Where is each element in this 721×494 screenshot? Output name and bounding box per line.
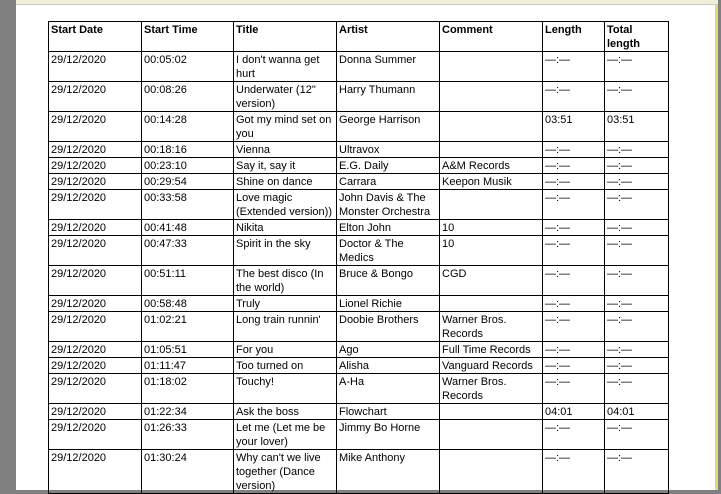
start-time-cell: 00:08:26 [142, 82, 234, 112]
total-length-cell: —:— [605, 342, 669, 358]
comment-cell: Keepon Musik [440, 174, 543, 190]
title-cell: Why can't we live together (Dance version) [234, 450, 337, 494]
comment-cell [440, 404, 543, 420]
start-date-cell: 29/12/2020 [49, 420, 142, 450]
artist-cell: Elton John [337, 220, 440, 236]
comment-cell: A&M Records [440, 158, 543, 174]
title-cell: Touchy! [234, 374, 337, 404]
header-total-length: Total length [605, 22, 669, 52]
table-header-row [49, 22, 669, 52]
start-date-cell: 29/12/2020 [49, 312, 142, 342]
artist-cell: Jimmy Bo Horne [337, 420, 440, 450]
title-cell: Let me (Let me be your lover) [234, 420, 337, 450]
comment-cell [440, 450, 543, 494]
total-length-cell: —:— [605, 236, 669, 266]
artist-cell: Mike Anthony [337, 450, 440, 494]
total-length-cell: —:— [605, 420, 669, 450]
table-row [49, 236, 669, 266]
start-time-cell: 00:29:54 [142, 174, 234, 190]
table-row [49, 312, 669, 342]
start-time-cell: 01:02:21 [142, 312, 234, 342]
title-cell: Love magic (Extended version)) [234, 190, 337, 220]
table-row [49, 220, 669, 236]
total-length-cell: 03:51 [605, 112, 669, 142]
length-cell: —:— [543, 420, 605, 450]
comment-cell [440, 296, 543, 312]
length-cell: —:— [543, 342, 605, 358]
artist-cell: George Harrison [337, 112, 440, 142]
table-row [49, 358, 669, 374]
header-title: Title [234, 22, 337, 52]
total-length-cell: —:— [605, 190, 669, 220]
start-time-cell: 00:05:02 [142, 52, 234, 82]
comment-cell: Warner Bros. Records [440, 312, 543, 342]
start-time-cell: 00:51:11 [142, 266, 234, 296]
table-row [49, 82, 669, 112]
start-date-cell: 29/12/2020 [49, 358, 142, 374]
length-cell: —:— [543, 296, 605, 312]
title-cell: The best disco (In the world) [234, 266, 337, 296]
start-time-cell: 01:05:51 [142, 342, 234, 358]
comment-cell [440, 420, 543, 450]
start-time-cell: 01:11:47 [142, 358, 234, 374]
table-body [49, 52, 669, 494]
length-cell: —:— [543, 52, 605, 82]
comment-cell: Full Time Records [440, 342, 543, 358]
comment-cell [440, 190, 543, 220]
artist-cell: Donna Summer [337, 52, 440, 82]
start-date-cell: 29/12/2020 [49, 404, 142, 420]
start-date-cell: 29/12/2020 [49, 112, 142, 142]
artist-cell: Doobie Brothers [337, 312, 440, 342]
total-length-cell: 04:01 [605, 404, 669, 420]
header-start-date: Start Date [49, 22, 142, 52]
artist-cell: Bruce & Bongo [337, 266, 440, 296]
length-cell: —:— [543, 142, 605, 158]
total-length-cell: —:— [605, 266, 669, 296]
length-cell: —:— [543, 358, 605, 374]
start-date-cell: 29/12/2020 [49, 374, 142, 404]
start-date-cell: 29/12/2020 [49, 158, 142, 174]
total-length-cell: —:— [605, 358, 669, 374]
artist-cell: Alisha [337, 358, 440, 374]
artist-cell: E.G. Daily [337, 158, 440, 174]
title-cell: Truly [234, 296, 337, 312]
table-row [49, 342, 669, 358]
artist-cell: A-Ha [337, 374, 440, 404]
comment-cell [440, 52, 543, 82]
length-cell: —:— [543, 190, 605, 220]
start-time-cell: 00:47:33 [142, 236, 234, 266]
table-row [49, 158, 669, 174]
table-row [49, 142, 669, 158]
comment-cell [440, 112, 543, 142]
title-cell: Nikita [234, 220, 337, 236]
total-length-cell: —:— [605, 296, 669, 312]
length-cell: —:— [543, 82, 605, 112]
total-length-cell: —:— [605, 174, 669, 190]
header-comment: Comment [440, 22, 543, 52]
total-length-cell: —:— [605, 82, 669, 112]
length-cell: —:— [543, 266, 605, 296]
table-row [49, 404, 669, 420]
start-time-cell: 00:33:58 [142, 190, 234, 220]
start-date-cell: 29/12/2020 [49, 450, 142, 494]
title-cell: I don't wanna get hurt [234, 52, 337, 82]
start-date-cell: 29/12/2020 [49, 174, 142, 190]
start-time-cell: 00:23:10 [142, 158, 234, 174]
start-time-cell: 01:26:33 [142, 420, 234, 450]
start-date-cell: 29/12/2020 [49, 52, 142, 82]
start-date-cell: 29/12/2020 [49, 190, 142, 220]
start-date-cell: 29/12/2020 [49, 220, 142, 236]
total-length-cell: —:— [605, 450, 669, 494]
total-length-cell: —:— [605, 158, 669, 174]
start-date-cell: 29/12/2020 [49, 82, 142, 112]
header-length: Length [543, 22, 605, 52]
table-row [49, 266, 669, 296]
total-length-cell: —:— [605, 220, 669, 236]
table-row [49, 190, 669, 220]
start-time-cell: 01:30:24 [142, 450, 234, 494]
artist-cell: Harry Thumann [337, 82, 440, 112]
start-time-cell: 01:18:02 [142, 374, 234, 404]
start-date-cell: 29/12/2020 [49, 142, 142, 158]
length-cell: 03:51 [543, 112, 605, 142]
start-time-cell: 00:58:48 [142, 296, 234, 312]
table-row [49, 112, 669, 142]
length-cell: —:— [543, 374, 605, 404]
length-cell: 04:01 [543, 404, 605, 420]
comment-cell: 10 [440, 236, 543, 266]
title-cell: Ask the boss [234, 404, 337, 420]
length-cell: —:— [543, 312, 605, 342]
length-cell: —:— [543, 236, 605, 266]
artist-cell: Doctor & The Medics [337, 236, 440, 266]
comment-cell: Warner Bros. Records [440, 374, 543, 404]
start-time-cell: 00:18:16 [142, 142, 234, 158]
length-cell: —:— [543, 158, 605, 174]
artist-cell: Ultravox [337, 142, 440, 158]
table-row [49, 52, 669, 82]
title-cell: Spirit in the sky [234, 236, 337, 266]
header-artist: Artist [337, 22, 440, 52]
comment-cell [440, 142, 543, 158]
table-row [49, 450, 669, 494]
artist-cell: Flowchart [337, 404, 440, 420]
comment-cell [440, 82, 543, 112]
start-date-cell: 29/12/2020 [49, 296, 142, 312]
comment-cell: Vanguard Records [440, 358, 543, 374]
table-row [49, 420, 669, 450]
total-length-cell: —:— [605, 312, 669, 342]
total-length-cell: —:— [605, 52, 669, 82]
table-row [49, 296, 669, 312]
start-date-cell: 29/12/2020 [49, 236, 142, 266]
table-row [49, 374, 669, 404]
title-cell: Too turned on [234, 358, 337, 374]
title-cell: Shine on dance [234, 174, 337, 190]
start-time-cell: 00:41:48 [142, 220, 234, 236]
artist-cell: John Davis & The Monster Orchestra [337, 190, 440, 220]
title-cell: Vienna [234, 142, 337, 158]
playlist-report-table [48, 21, 669, 494]
artist-cell: Lionel Richie [337, 296, 440, 312]
start-time-cell: 01:22:34 [142, 404, 234, 420]
total-length-cell: —:— [605, 374, 669, 404]
header-start-time: Start Time [142, 22, 234, 52]
length-cell: —:— [543, 450, 605, 494]
title-cell: Got my mind set on you [234, 112, 337, 142]
title-cell: Underwater (12" version) [234, 82, 337, 112]
start-time-cell: 00:14:28 [142, 112, 234, 142]
start-date-cell: 29/12/2020 [49, 342, 142, 358]
page-top-edge [16, 0, 718, 5]
comment-cell: 10 [440, 220, 543, 236]
comment-cell: CGD [440, 266, 543, 296]
table-row [49, 174, 669, 190]
title-cell: For you [234, 342, 337, 358]
title-cell: Long train runnin' [234, 312, 337, 342]
length-cell: —:— [543, 220, 605, 236]
artist-cell: Carrara [337, 174, 440, 190]
total-length-cell: —:— [605, 142, 669, 158]
length-cell: —:— [543, 174, 605, 190]
start-date-cell: 29/12/2020 [49, 266, 142, 296]
artist-cell: Ago [337, 342, 440, 358]
title-cell: Say it, say it [234, 158, 337, 174]
